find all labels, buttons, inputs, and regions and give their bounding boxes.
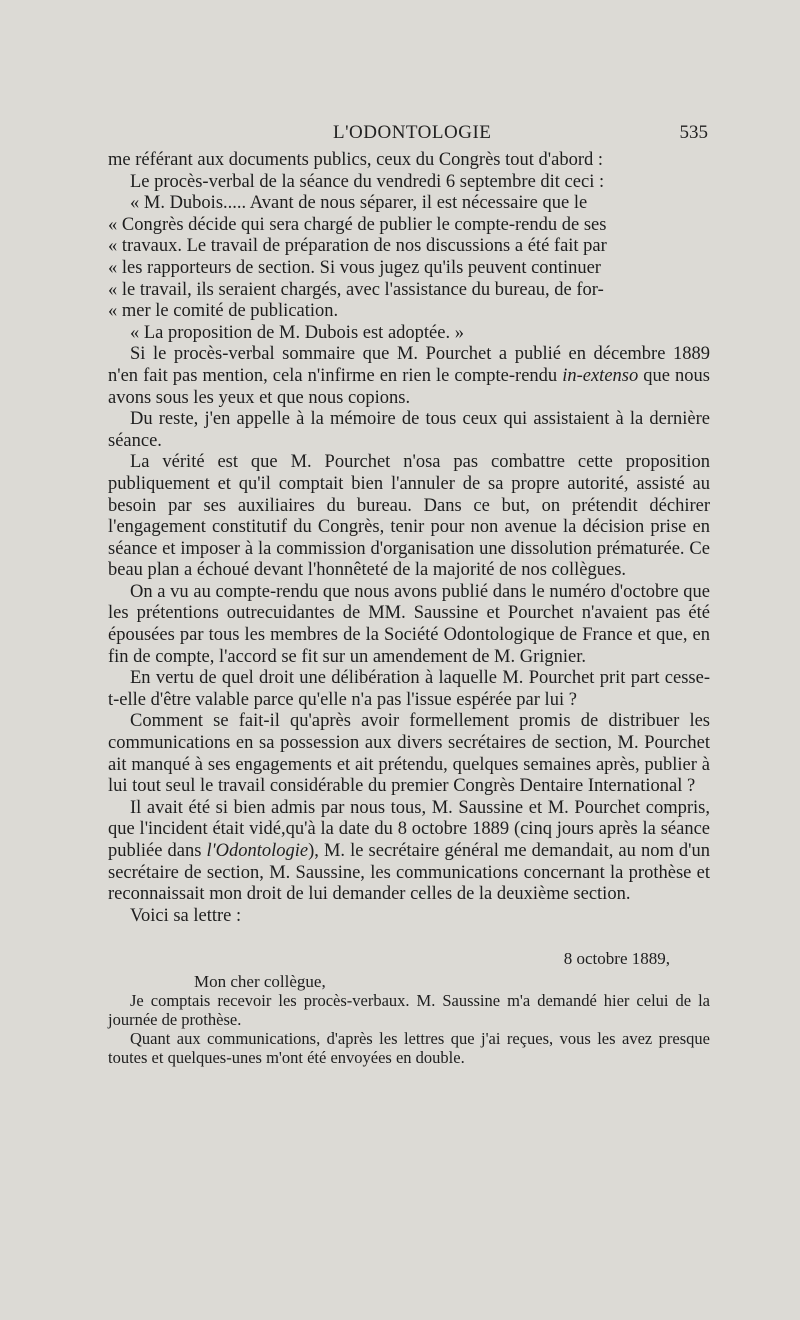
text-run: ), M. le secrétaire général me demandait, au nom d'un secrétaire de section, M. Saussine, les communications concernant la prothèse et reconnaissait mon droit de lui demander celles de la deuxième section. [108,841,710,905]
quote-line: « mer le comité de publication. [108,301,339,322]
quote-line: « le travail, ils seraient chargés, avec l'assistance du bureau, de for- [108,279,604,300]
paragraph: me référant aux documents publics, ceux du Congrès tout d'abord : [108,150,603,170]
text-run: Si le procès-verbal sommaire que M. Pourchet a publié en décembre 1889 n'en fait pas mention, cela n'infirme en rien le compte-rendu [108,344,710,386]
paragraph-voici: Voici sa lettre : [130,905,242,926]
paragraph-vertu: En vertu de quel droit une délibération à laquelle M. Pourchet prit part cesse-t-elle d'être valable parce qu'elle n'a pas l'issue espérée par lui ? [108,668,710,710]
text-run: que nous avons sous les yeux et que nous copions. [108,365,710,408]
paragraph-compte-rendu: On a vu au compte-rendu que nous avons publié dans le numéro d'octobre que les prétentions outrecuidantes de MM. Saussine et Pourchet n'avaient pas été épousées par tous les membres de la Société Odontologique de France et que, en fin de compte, l'accord se fit sur un amendement de M. Grignier. [108,581,710,667]
paragraph-pourchet [108,344,710,409]
letter-date: 8 octobre 1889, [563,949,670,969]
quote-line: « travaux. Le travail de préparation de nos discussions a été fait par [108,236,607,257]
paragraph-admis [108,798,710,906]
paragraph-reste: Du reste, j'en appelle à la mémoire de tous ceux qui assistaient à la dernière séance. [108,409,710,451]
quote-line: « les rapporteurs de section. Si vous jugez qu'ils peuvent continuer [108,257,601,278]
letter-salutation: Mon cher collègue, [194,972,326,992]
letter [108,949,710,1067]
quote-line: « Congrès décide qui sera chargé de publier le compte-rendu de ses [108,214,607,235]
italic-text: in-extenso [562,365,639,386]
body-text [108,150,710,1067]
paragraph: Le procès-verbal de la séance du vendredi 6 septembre dit ceci : [130,171,605,192]
letter-paragraph: Quant aux communications, d'après les lettres que j'ai reçues, vous les avez presque toutes et quelques-unes m'ont été envoyées en double. [108,1029,710,1068]
page-number: 535 [679,122,708,143]
quote-line: « M. Dubois..... Avant de nous séparer, il est nécessaire que le [130,193,588,214]
quote-line: « La proposition de M. Dubois est adoptée. » [130,322,464,343]
italic-text: l'Odontologie [206,841,309,861]
page-header [108,118,708,148]
running-title: L'ODONTOLOGIE [333,122,492,143]
paragraph-verite: La vérité est que M. Pourchet n'osa pas combattre cette proposition publiquement et qu'il comptait bien l'annuler de sa propre autorité, assisté au besoin par ses auxiliaires du bureau. Dans ce but, on prétendit déchirer l'engagement constitutif du Congrès, tenir pour non avenue la décision prise en séance et imposer à la commission d'organisation une dissolution prématurée. Ce beau plan a échoué devant l'honnêteté de la majorité de nos collègues. [108,452,710,581]
letter-paragraph: Je comptais recevoir les procès-verbaux. M. Saussine m'a demandé hier celui de la journée de prothèse. [108,991,710,1030]
paragraph-comment: Comment se fait-il qu'après avoir formellement promis de distribuer les communications en sa possession aux divers secrétaires de section, M. Pourchet ait manqué à ses engagements et ait prétendu, quelques semaines après, publier à lui tout seul le travail considérable du premier Congrès Dentaire International ? [108,711,710,797]
text-run: Il avait été si bien admis par nous tous, M. Saussine et M. Pourchet compris, que l'incident était vidé,qu'à la date du 8 octobre 1889 (cinq jours après la séance publiée dans [108,797,710,861]
